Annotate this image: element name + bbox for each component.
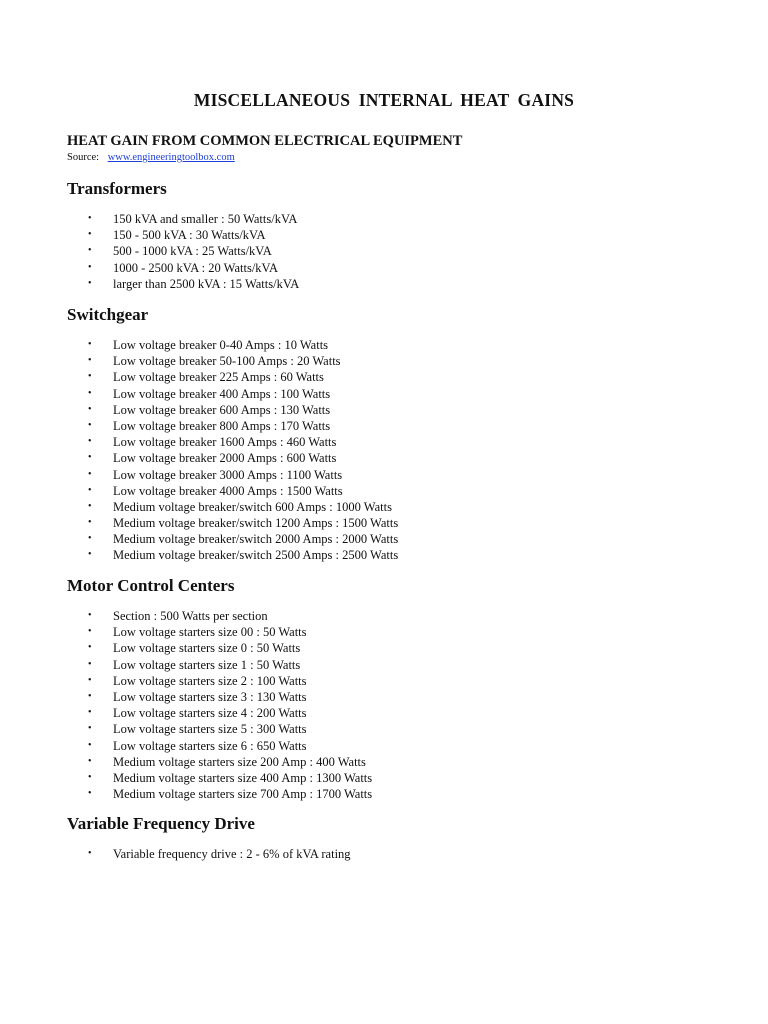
list-item-text: Low voltage breaker 800 Amps : 170 Watts	[113, 418, 331, 433]
bullet-icon: •	[88, 261, 92, 273]
source-link[interactable]: www.engineeringtoolbox.com	[107, 152, 235, 163]
list-item	[67, 260, 299, 276]
bullet-icon: •	[88, 387, 92, 399]
bullet-icon: •	[88, 229, 92, 241]
bullet-icon: •	[88, 419, 92, 431]
list-item	[67, 608, 372, 624]
bullet-icon: •	[88, 468, 92, 480]
bullet-icon: •	[88, 610, 92, 621]
list-item	[67, 353, 398, 369]
list-motor-control-centers	[67, 608, 372, 802]
list-switchgear	[67, 337, 398, 564]
list-item-text: Medium voltage breaker/switch 600 Amps : 1000 Watts	[113, 499, 392, 514]
bullet-icon: •	[88, 436, 92, 448]
list-item	[67, 467, 398, 483]
list-item	[67, 705, 372, 721]
bullet-icon: •	[88, 277, 92, 289]
list-item-text: Medium voltage breaker/switch 1200 Amps : 1500 Watts	[113, 516, 399, 531]
list-item-text: Low voltage breaker 400 Amps : 100 Watts	[113, 386, 331, 401]
page-title: MISCELLANEOUS INTERNAL HEAT GAINS	[193, 90, 575, 110]
list-item-text: larger than 2500 kVA : 15 Watts/kVA	[113, 276, 300, 291]
list-item-text: Low voltage starters size 00 : 50 Watts	[113, 625, 307, 640]
list-item	[67, 770, 372, 786]
list-item	[67, 531, 398, 547]
list-item-text: Medium voltage breaker/switch 2000 Amps : 2000 Watts	[113, 532, 399, 547]
bullet-icon: •	[88, 788, 92, 800]
bullet-icon: •	[88, 452, 92, 464]
bullet-icon: •	[88, 739, 92, 751]
list-item	[67, 689, 372, 705]
list-item	[67, 337, 398, 353]
section-heading-motor-control-centers: Motor Control Centers	[67, 576, 235, 595]
bullet-icon: •	[88, 658, 92, 670]
bullet-icon: •	[88, 674, 92, 686]
bullet-icon: •	[88, 484, 92, 496]
list-item	[67, 211, 299, 227]
list-item-text: Low voltage starters size 3 : 130 Watts	[113, 689, 307, 704]
bullet-icon: •	[88, 533, 92, 545]
list-item	[67, 483, 398, 499]
list-item	[67, 673, 372, 689]
list-variable-frequency-drive	[67, 846, 351, 862]
list-item	[67, 657, 372, 673]
list-item	[67, 515, 398, 531]
list-item-text: 500 - 1000 kVA : 25 Watts/kVA	[113, 244, 272, 259]
bullet-icon: •	[88, 339, 92, 350]
list-item	[67, 434, 398, 450]
list-item	[67, 738, 372, 754]
list-item	[67, 386, 398, 402]
list-item-text: Low voltage breaker 600 Amps : 130 Watts	[113, 402, 331, 417]
list-item-text: Low voltage starters size 0 : 50 Watts	[113, 641, 301, 656]
bullet-icon: •	[88, 771, 92, 783]
source-line	[67, 152, 235, 163]
list-item	[67, 243, 299, 259]
list-item	[67, 418, 398, 434]
bullet-icon: •	[88, 626, 92, 638]
bullet-icon: •	[88, 500, 92, 512]
bullet-icon: •	[88, 245, 92, 257]
document-subtitle: HEAT GAIN FROM COMMON ELECTRICAL EQUIPMENT	[67, 133, 463, 149]
list-item-text: Variable frequency drive : 2 - 6% of kVA rating	[113, 847, 351, 861]
list-item-text: 150 - 500 kVA : 30 Watts/kVA	[113, 228, 266, 243]
list-item-text: Low voltage breaker 4000 Amps : 1500 Watts	[113, 483, 343, 498]
list-item-text: Low voltage breaker 1600 Amps : 460 Watts	[113, 435, 337, 450]
bullet-icon: •	[88, 690, 92, 702]
list-item	[67, 402, 398, 418]
list-item	[67, 846, 351, 862]
list-item-text: Low voltage breaker 225 Amps : 60 Watts	[113, 370, 324, 385]
bullet-icon: •	[88, 848, 92, 859]
bullet-icon: •	[88, 755, 92, 767]
list-item	[67, 547, 398, 563]
bullet-icon: •	[88, 723, 92, 735]
section-heading-variable-frequency-drive: Variable Frequency Drive	[67, 814, 255, 833]
section-heading-switchgear: Switchgear	[67, 305, 149, 324]
list-item	[67, 786, 372, 802]
list-item-text: 1000 - 2500 kVA : 20 Watts/kVA	[113, 260, 278, 275]
list-item	[67, 369, 398, 385]
list-item-text: Low voltage starters size 2 : 100 Watts	[113, 673, 307, 688]
bullet-icon: •	[88, 403, 92, 415]
list-item-text: Low voltage starters size 1 : 50 Watts	[113, 657, 301, 672]
list-item	[67, 276, 299, 292]
bullet-icon: •	[88, 355, 92, 367]
bullet-icon: •	[88, 707, 92, 719]
list-item	[67, 754, 372, 770]
list-item-text: Low voltage starters size 6 : 650 Watts	[113, 738, 307, 753]
list-transformers	[67, 211, 299, 292]
bullet-icon: •	[88, 642, 92, 654]
list-item-text: Low voltage starters size 5 : 300 Watts	[113, 722, 307, 737]
bullet-icon: •	[88, 517, 92, 529]
list-item	[67, 624, 372, 640]
list-item-text: Low voltage breaker 3000 Amps : 1100 Watts	[113, 467, 343, 482]
list-item-text: Low voltage breaker 50-100 Amps : 20 Watts	[113, 354, 341, 369]
bullet-icon: •	[88, 213, 92, 224]
list-item	[67, 499, 398, 515]
list-item-text: Section : 500 Watts per section	[113, 609, 268, 623]
list-item-text: Medium voltage breaker/switch 2500 Amps : 2500 Watts	[113, 548, 399, 563]
list-item	[67, 640, 372, 656]
bullet-icon: •	[88, 371, 92, 383]
source-label: Source:	[67, 152, 100, 163]
list-item-text: Medium voltage starters size 700 Amp : 1700 Watts	[113, 787, 373, 802]
list-item-text: Medium voltage starters size 200 Amp : 400 Watts	[113, 754, 366, 769]
list-item-text: Medium voltage starters size 400 Amp : 1300 Watts	[113, 770, 373, 785]
bullet-icon: •	[88, 549, 92, 561]
list-item-text: Low voltage starters size 4 : 200 Watts	[113, 706, 307, 721]
list-item-text: 150 kVA and smaller : 50 Watts/kVA	[113, 212, 298, 226]
list-item	[67, 450, 398, 466]
list-item-text: Low voltage breaker 0-40 Amps : 10 Watts	[113, 338, 329, 352]
list-item	[67, 227, 299, 243]
list-item-text: Low voltage breaker 2000 Amps : 600 Watts	[113, 451, 337, 466]
list-item	[67, 721, 372, 737]
section-heading-transformers: Transformers	[67, 179, 167, 198]
